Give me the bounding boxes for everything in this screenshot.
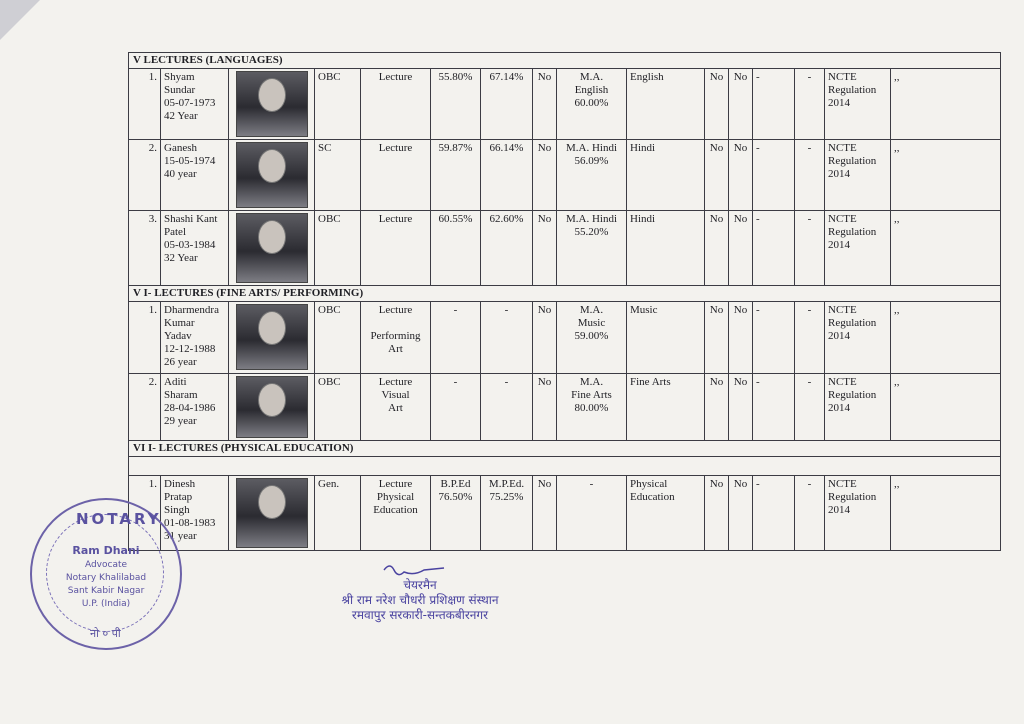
category: OBC bbox=[315, 374, 361, 441]
candidate-photo bbox=[236, 304, 308, 370]
table-body bbox=[129, 53, 1001, 551]
stamp-name: Ram Dhani bbox=[72, 544, 140, 557]
col-2: No bbox=[729, 69, 753, 140]
photo-cell bbox=[229, 374, 315, 441]
section-heading: VI I- LECTURES (PHYSICAL EDUCATION) bbox=[129, 441, 1001, 457]
percentage-1: 60.55% bbox=[431, 211, 481, 286]
table-row bbox=[129, 374, 1001, 441]
regulation: NCTE Regulation 2014 bbox=[825, 69, 891, 140]
subject: Hindi bbox=[627, 211, 705, 286]
photo-face bbox=[258, 149, 286, 183]
net-status: No bbox=[533, 140, 557, 211]
col-2: No bbox=[729, 140, 753, 211]
photo-face bbox=[258, 383, 286, 417]
percentage-2: M.P.Ed. 75.25% bbox=[481, 476, 533, 551]
candidate-name: Dinesh Pratap Singh 01-08-1983 31 year bbox=[161, 476, 229, 551]
percentage-2: - bbox=[481, 374, 533, 441]
candidate-photo bbox=[236, 71, 308, 137]
chairman-title: चेयरमैन bbox=[403, 578, 437, 592]
table-row bbox=[129, 140, 1001, 211]
regulation: NCTE Regulation 2014 bbox=[825, 374, 891, 441]
qualification: M.A. English 60.00% bbox=[557, 69, 627, 140]
percentage-1: - bbox=[431, 302, 481, 374]
stamp-bottom-text: नो ० पी bbox=[90, 627, 121, 640]
col-4: - bbox=[795, 374, 825, 441]
ditto-mark: ,, bbox=[891, 211, 1001, 286]
spacer-row bbox=[129, 457, 1001, 476]
regulation: NCTE Regulation 2014 bbox=[825, 140, 891, 211]
col-2: No bbox=[729, 211, 753, 286]
qualification: M.A. Hindi 55.20% bbox=[557, 211, 627, 286]
stamp-title: NOTARY bbox=[76, 510, 162, 528]
candidate-photo bbox=[236, 213, 308, 283]
row-number: 2. bbox=[129, 140, 161, 211]
net-status: No bbox=[533, 211, 557, 286]
col-4: - bbox=[795, 302, 825, 374]
row-number: 1. bbox=[129, 302, 161, 374]
subject: Music bbox=[627, 302, 705, 374]
section-heading-row bbox=[129, 53, 1001, 69]
page-corner-fold bbox=[0, 0, 40, 40]
candidate-name: Shashi Kant Patel 05-03-1984 32 Year bbox=[161, 211, 229, 286]
subject: Hindi bbox=[627, 140, 705, 211]
post: Lecture bbox=[361, 140, 431, 211]
post: Lecture Performing Art bbox=[361, 302, 431, 374]
photo-face bbox=[258, 485, 286, 519]
percentage-1: - bbox=[431, 374, 481, 441]
col-1: No bbox=[705, 69, 729, 140]
col-3: - bbox=[753, 302, 795, 374]
subject: Fine Arts bbox=[627, 374, 705, 441]
post: Lecture Physical Education bbox=[361, 476, 431, 551]
stamp-line-4: U.P. (India) bbox=[81, 599, 131, 609]
photo-cell bbox=[229, 476, 315, 551]
col-3: - bbox=[753, 211, 795, 286]
ditto-mark: ,, bbox=[891, 374, 1001, 441]
photo-face bbox=[258, 311, 286, 345]
candidate-name: Shyam Sundar 05-07-1973 42 Year bbox=[161, 69, 229, 140]
photo-cell bbox=[229, 69, 315, 140]
category: OBC bbox=[315, 211, 361, 286]
table-row bbox=[129, 211, 1001, 286]
percentage-2: 66.14% bbox=[481, 140, 533, 211]
col-2: No bbox=[729, 476, 753, 551]
col-1: No bbox=[705, 211, 729, 286]
candidate-photo bbox=[236, 142, 308, 208]
ditto-mark: ,, bbox=[891, 302, 1001, 374]
col-3: - bbox=[753, 69, 795, 140]
percentage-1: 59.87% bbox=[431, 140, 481, 211]
net-status: No bbox=[533, 476, 557, 551]
col-4: - bbox=[795, 69, 825, 140]
candidate-photo bbox=[236, 376, 308, 438]
ditto-mark: ,, bbox=[891, 69, 1001, 140]
col-4: - bbox=[795, 211, 825, 286]
qualification: M.A. Music 59.00% bbox=[557, 302, 627, 374]
percentage-1: B.P.Ed 76.50% bbox=[431, 476, 481, 551]
percentage-1: 55.80% bbox=[431, 69, 481, 140]
col-2: No bbox=[729, 374, 753, 441]
candidate-name: Ganesh 15-05-1974 40 year bbox=[161, 140, 229, 211]
category: Gen. bbox=[315, 476, 361, 551]
stamp-line-3: Sant Kabir Nagar bbox=[67, 586, 145, 596]
candidate-name: Dharmendra Kumar Yadav 12-12-1988 26 year bbox=[161, 302, 229, 374]
category: OBC bbox=[315, 69, 361, 140]
table-row bbox=[129, 69, 1001, 140]
row-number: 3. bbox=[129, 211, 161, 286]
row-number: 1. bbox=[129, 476, 161, 551]
candidate-photo bbox=[236, 478, 308, 548]
row-number: 2. bbox=[129, 374, 161, 441]
category: OBC bbox=[315, 302, 361, 374]
stamp-line-2: Notary Khalilabad bbox=[65, 573, 147, 583]
col-3: - bbox=[753, 374, 795, 441]
col-3: - bbox=[753, 476, 795, 551]
table-row bbox=[129, 302, 1001, 374]
ditto-mark: ,, bbox=[891, 140, 1001, 211]
percentage-2: - bbox=[481, 302, 533, 374]
institute-place: रमवापुर सरकारी-सन्तकबीरनगर bbox=[351, 608, 489, 622]
notary-stamp bbox=[30, 498, 182, 650]
photo-cell bbox=[229, 302, 315, 374]
category: SC bbox=[315, 140, 361, 211]
qualification: M.A. Hindi 56.09% bbox=[557, 140, 627, 211]
subject: English bbox=[627, 69, 705, 140]
section-heading-row bbox=[129, 441, 1001, 457]
col-1: No bbox=[705, 374, 729, 441]
net-status: No bbox=[533, 374, 557, 441]
col-1: No bbox=[705, 140, 729, 211]
ditto-mark: ,, bbox=[891, 476, 1001, 551]
signature-scribble bbox=[380, 560, 450, 580]
post: Lecture bbox=[361, 69, 431, 140]
chairman-seal bbox=[320, 578, 520, 623]
col-3: - bbox=[753, 140, 795, 211]
post: Lecture bbox=[361, 211, 431, 286]
regulation: NCTE Regulation 2014 bbox=[825, 211, 891, 286]
photo-cell bbox=[229, 211, 315, 286]
institute-name: श्री राम नरेश चौधरी प्रशिक्षण संस्थान bbox=[341, 593, 499, 607]
stamp-line-1: Advocate bbox=[84, 560, 128, 570]
section-heading: V LECTURES (LANGUAGES) bbox=[129, 53, 1001, 69]
net-status: No bbox=[533, 69, 557, 140]
photo-cell bbox=[229, 140, 315, 211]
spacer-cell bbox=[129, 457, 1001, 476]
table-row bbox=[129, 476, 1001, 551]
qualification: - bbox=[557, 476, 627, 551]
subject: Physical Education bbox=[627, 476, 705, 551]
row-number: 1. bbox=[129, 69, 161, 140]
percentage-2: 67.14% bbox=[481, 69, 533, 140]
photo-face bbox=[258, 78, 286, 112]
section-heading-row bbox=[129, 286, 1001, 302]
col-1: No bbox=[705, 302, 729, 374]
staff-table bbox=[128, 52, 1001, 551]
regulation: NCTE Regulation 2014 bbox=[825, 302, 891, 374]
col-4: - bbox=[795, 140, 825, 211]
col-1: No bbox=[705, 476, 729, 551]
col-2: No bbox=[729, 302, 753, 374]
section-heading: V I- LECTURES (FINE ARTS/ PERFORMING) bbox=[129, 286, 1001, 302]
col-4: - bbox=[795, 476, 825, 551]
photo-face bbox=[258, 220, 286, 254]
net-status: No bbox=[533, 302, 557, 374]
regulation: NCTE Regulation 2014 bbox=[825, 476, 891, 551]
qualification: M.A. Fine Arts 80.00% bbox=[557, 374, 627, 441]
candidate-name: Aditi Sharam 28-04-1986 29 year bbox=[161, 374, 229, 441]
post: Lecture Visual Art bbox=[361, 374, 431, 441]
percentage-2: 62.60% bbox=[481, 211, 533, 286]
